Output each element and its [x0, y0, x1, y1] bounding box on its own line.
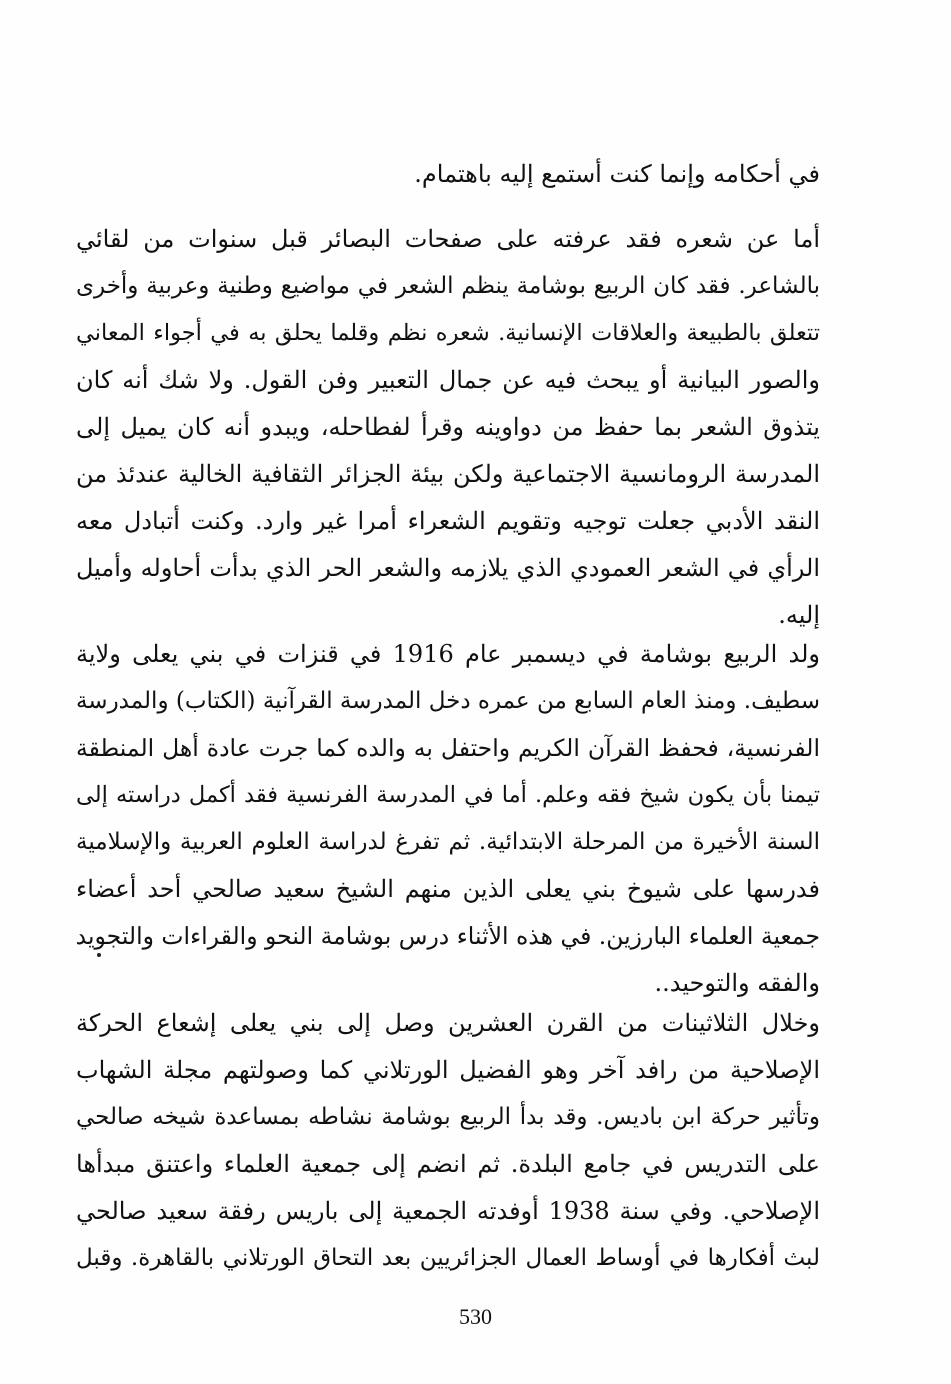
text-line: النقد الأدبي جعلت توجيه وتقويم الشعراء أمرا غير وارد. وكنت أتبادل معه	[76, 507, 820, 535]
text-line: ولد الربيع بوشامة في ديسمبر عام 1916 في قنزات في بني يعلى ولاية	[76, 640, 820, 668]
paragraph-biography	[76, 631, 820, 1007]
text-line: الإصلاحية من رافد آخر وهو الفضيل الورتلاني كما وصولتهم مجلة الشهاب	[76, 1056, 820, 1084]
paragraph-reform-movement	[76, 1000, 820, 1282]
text-line: فدرسها على شيوخ بني يعلى الذين منهم الشيخ سعيد صالحي أحد أعضاء	[76, 875, 820, 903]
text-line: السنة الأخيرة من المرحلة الابتدائية. ثم تفرغ لدراسة العلوم العربية والإسلامية	[76, 829, 820, 855]
text-line: الرأي في الشعر العمودي الذي يلازمه والشعر الحر الذي بدأت أحاوله وأميل	[76, 554, 820, 582]
text-line: يتذوق الشعر بما حفظ من دواوينه وقرأ لفطاحله، ويبدو أنه كان يميل إلى	[76, 413, 820, 441]
text-line: لبث أفكارها في أوساط العمال الجزائريين بعد التحاق الورتلاني بالقاهرة. وقبل	[76, 1245, 820, 1271]
text-line: جمعية العلماء البارزين. في هذه الأثناء درس بوشامة النحو والقراءات والتجويد	[76, 922, 820, 950]
text-line: وتأثير حركة ابن باديس. وقد بدأ الربيع بوشامة نشاطه بمساعدة شيخه صالحي	[76, 1104, 820, 1130]
text-line: الفرنسية، فحفظ القرآن الكريم واحتفل به والده كما جرت عادة أهل المنطقة	[76, 734, 820, 762]
text-line: إليه.	[778, 601, 820, 629]
text-line: بالشاعر. فقد كان الربيع بوشامة ينظم الشعر في مواضيع وطنية وعربية وأخرى	[76, 273, 820, 299]
text-line: أما عن شعره فقد عرفته على صفحات البصائر قبل سنوات من لقائي	[76, 225, 820, 253]
text-line: في أحكامه وإنما كنت أستمع إليه باهتمام.	[414, 160, 820, 188]
text-line: والصور البيانية أو يبحث فيه عن جمال التعبير وفن القول. ولا شك أنه كان	[76, 366, 820, 394]
page-number: 530	[459, 1304, 492, 1329]
text-line: وخلال الثلاثينات من القرن العشرين وصل إلى بني يعلى إشعاع الحركة	[76, 1009, 820, 1037]
text-line: المدرسة الرومانسية الاجتماعية ولكن بيئة الجزائر الثقافية الخالية عندئذ من	[76, 460, 820, 488]
paragraph-poetry	[76, 216, 820, 639]
paragraph-continuation	[76, 151, 820, 198]
text-line: الإصلاحي. وفي سنة 1938 أوفدته الجمعية إلى باريس رفقة سعيد صالحي	[76, 1197, 820, 1225]
text-line: سطيف. ومنذ العام السابع من عمره دخل المدرسة القرآنية (الكتاب) والمدرسة	[76, 688, 820, 714]
text-line: والفقه والتوحيد..	[654, 969, 820, 997]
print-speck	[97, 953, 101, 957]
text-line: تتعلق بالطبيعة والعلاقات الإنسانية. شعره نظم وقلما يحلق به في أجواء المعاني	[76, 320, 820, 346]
text-line: تيمنا بأن يكون شيخ فقه وعلم. أما في المدرسة الفرنسية فقد أكمل دراسته إلى	[76, 782, 820, 808]
text-line: على التدريس في جامع البلدة. ثم انضم إلى جمعية العلماء واعتنق مبدأها	[76, 1150, 820, 1178]
